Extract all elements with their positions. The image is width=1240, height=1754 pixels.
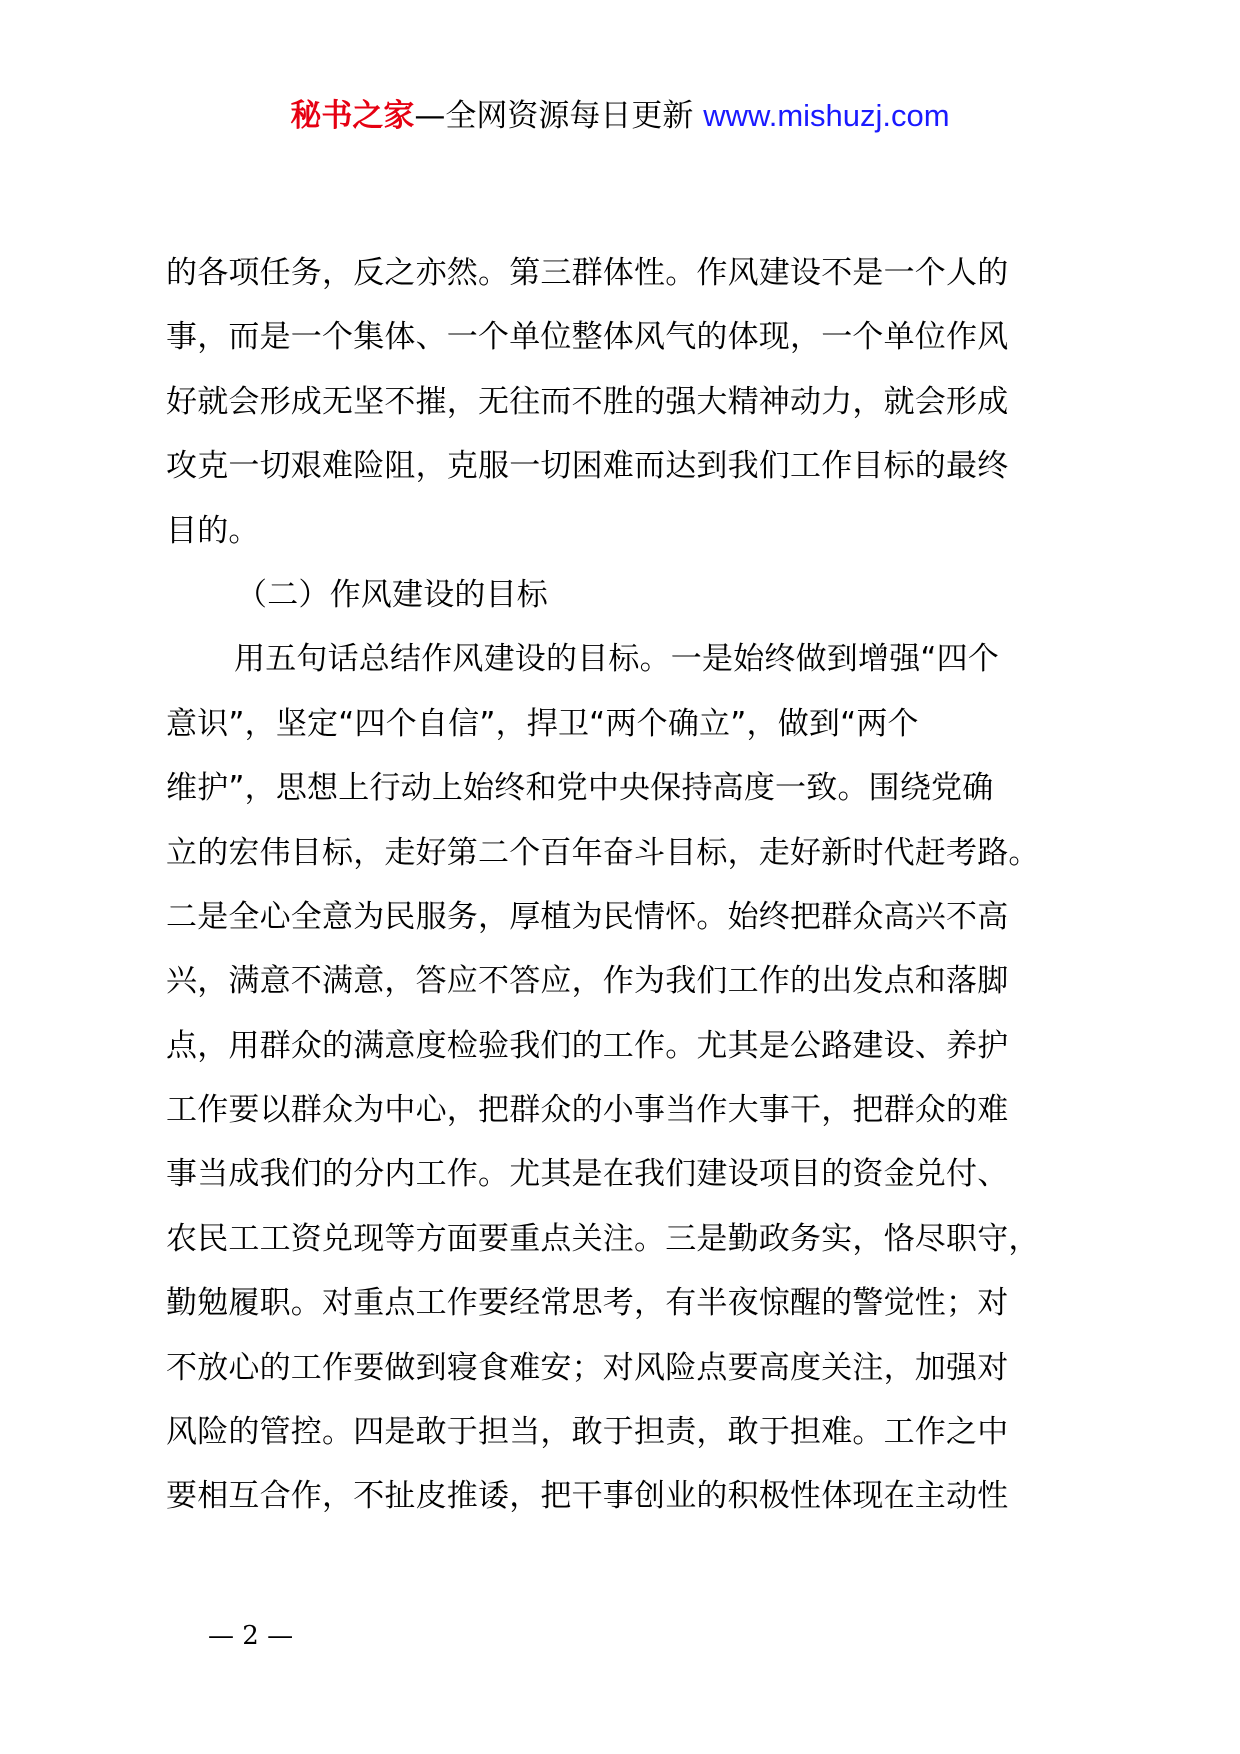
- text-line: 勤勉履职。对重点工作要经常思考，有半夜惊醒的警觉性；对: [166, 1285, 1009, 1322]
- site-url-link[interactable]: www.mishuzj.com: [703, 98, 950, 133]
- text-line: 好就会形成无坚不摧，无往而不胜的强大精神动力，就会形成: [166, 383, 1009, 420]
- text-line: 维护”，思想上行动上始终和党中央保持高度一致。围绕党确: [166, 770, 994, 807]
- text-line: 事当成我们的分内工作。尤其是在我们建设项目的资金兑付、: [166, 1156, 1009, 1193]
- section-heading: （二）作风建设的目标: [236, 576, 548, 613]
- text-line: 立的宏伟目标，走好第二个百年奋斗目标，走好新时代赶考路。: [166, 834, 1040, 871]
- text-line: 攻克一切艰难险阻，克服一切困难而达到我们工作目标的最终: [166, 448, 1009, 485]
- text-line: 意识”，坚定“四个自信”，捍卫“两个确立”，做到“两个: [166, 705, 919, 742]
- text-line: 风险的管控。四是敢于担当，敢于担责，敢于担难。工作之中: [166, 1414, 1009, 1451]
- text-line: 农民工工资兑现等方面要重点关注。三是勤政务实，恪尽职守，: [166, 1220, 1040, 1257]
- text-line: 事，而是一个集体、一个单位整体风气的体现，一个单位作风: [166, 319, 1009, 356]
- site-slogan: —全网资源每日更新: [414, 98, 694, 134]
- text-line: 要相互合作，不扯皮推诿，把干事创业的积极性体现在主动性: [166, 1478, 1009, 1515]
- text-line: 兴，满意不满意，答应不答应，作为我们工作的出发点和落脚: [166, 963, 1009, 1000]
- document-body: [166, 241, 1106, 1529]
- text-line: 不放心的工作要做到寝食难安；对风险点要高度关注，加强对: [166, 1349, 1009, 1386]
- paragraph-start-line: 用五句话总结作风建设的目标。一是始终做到增强“四个: [234, 641, 1000, 678]
- text-line: 的各项任务，反之亦然。第三群体性。作风建设不是一个人的: [166, 255, 1009, 291]
- text-line: 工作要以群众为中心，把群众的小事当作大事干，把群众的难: [166, 1092, 1009, 1129]
- page-number: — 2 —: [208, 1621, 294, 1651]
- site-brand: 秘书之家: [290, 98, 415, 134]
- text-line: 二是全心全意为民服务，厚植为民情怀。始终把群众高兴不高: [166, 898, 1009, 935]
- text-line: 点，用群众的满意度检验我们的工作。尤其是公路建设、养护: [166, 1027, 1009, 1064]
- text-line: 目的。: [166, 512, 260, 549]
- site-header: [0, 96, 1240, 136]
